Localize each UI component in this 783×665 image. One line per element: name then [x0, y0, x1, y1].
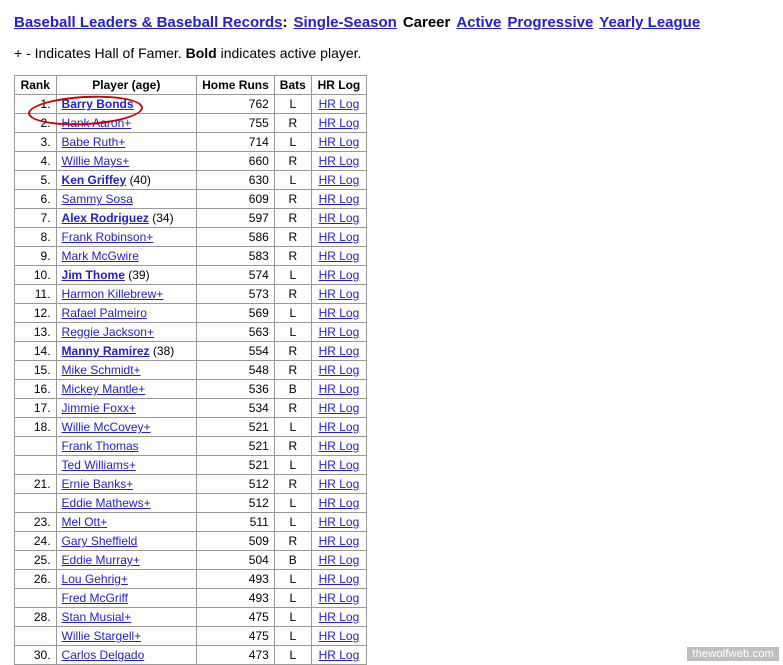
player-link[interactable]: Frank Robinson+ — [61, 230, 154, 244]
player-age: (40) — [129, 173, 151, 187]
cell-hr-log — [311, 589, 366, 608]
player-link[interactable]: Mickey Mantle+ — [61, 382, 146, 396]
hr-log-link[interactable]: HR Log — [318, 363, 360, 377]
player-link[interactable]: Barry Bonds — [61, 97, 134, 111]
cell-hr-log — [311, 418, 366, 437]
table-row — [15, 646, 367, 665]
cell-bats: L — [274, 608, 311, 627]
cell-hr-log — [311, 95, 366, 114]
hr-log-link[interactable]: HR Log — [318, 154, 360, 168]
cell-hr-log — [311, 627, 366, 646]
player-link[interactable]: Harmon Killebrew+ — [61, 287, 164, 301]
player-link[interactable]: Jim Thome — [61, 268, 125, 282]
cell-rank: 3. — [15, 133, 57, 152]
player-link[interactable]: Rafael Palmeiro — [61, 306, 147, 320]
hr-log-link[interactable]: HR Log — [318, 211, 360, 225]
hr-log-link[interactable]: HR Log — [318, 382, 360, 396]
player-link[interactable]: Mike Schmidt+ — [61, 363, 141, 377]
table-row — [15, 513, 367, 532]
hr-log-link[interactable]: HR Log — [318, 173, 360, 187]
cell-rank: 5. — [15, 171, 57, 190]
hr-log-link[interactable]: HR Log — [318, 401, 360, 415]
player-link[interactable]: Gary Sheffield — [61, 534, 138, 548]
cell-home-runs: 493 — [197, 589, 275, 608]
table-row — [15, 342, 367, 361]
player-link[interactable]: Jimmie Foxx+ — [61, 401, 136, 415]
cell-bats: L — [274, 171, 311, 190]
cell-hr-log — [311, 190, 366, 209]
nav-item-career: Career — [402, 14, 451, 31]
cell-player — [56, 418, 197, 437]
cell-rank: 6. — [15, 190, 57, 209]
page-title-link[interactable]: Baseball Leaders & Baseball Records — [14, 14, 283, 31]
player-link[interactable]: Hank Aaron+ — [61, 116, 132, 130]
cell-home-runs: 509 — [197, 532, 275, 551]
hr-log-link[interactable]: HR Log — [318, 325, 360, 339]
hr-log-link[interactable]: HR Log — [318, 344, 360, 358]
cell-rank: 15. — [15, 361, 57, 380]
cell-home-runs: 504 — [197, 551, 275, 570]
cell-hr-log — [311, 304, 366, 323]
cell-rank: 11. — [15, 285, 57, 304]
cell-player — [56, 456, 197, 475]
table-row — [15, 190, 367, 209]
cell-player — [56, 266, 197, 285]
cell-player — [56, 228, 197, 247]
table-row — [15, 627, 367, 646]
cell-home-runs: 583 — [197, 247, 275, 266]
table-row — [15, 456, 367, 475]
cell-rank: 1. — [15, 95, 57, 114]
cell-hr-log — [311, 323, 366, 342]
player-age: (34) — [152, 211, 174, 225]
cell-home-runs: 475 — [197, 608, 275, 627]
cell-rank: 23. — [15, 513, 57, 532]
hr-log-link[interactable]: HR Log — [318, 420, 360, 434]
cell-player — [56, 209, 197, 228]
player-link[interactable]: Mel Ott+ — [61, 515, 108, 529]
table-row — [15, 551, 367, 570]
cell-hr-log — [311, 228, 366, 247]
column-header-bats: Bats — [274, 76, 311, 95]
cell-rank: 25. — [15, 551, 57, 570]
cell-bats: R — [274, 285, 311, 304]
cell-player — [56, 532, 197, 551]
cell-player — [56, 342, 197, 361]
career-home-runs-table — [14, 75, 367, 665]
cell-bats: B — [274, 551, 311, 570]
hr-log-link[interactable]: HR Log — [318, 306, 360, 320]
table-row — [15, 589, 367, 608]
cell-player — [56, 437, 197, 456]
cell-bats: L — [274, 627, 311, 646]
cell-hr-log — [311, 399, 366, 418]
cell-home-runs: 597 — [197, 209, 275, 228]
hr-log-link[interactable]: HR Log — [318, 515, 360, 529]
hr-log-link[interactable]: HR Log — [318, 629, 360, 643]
cell-home-runs: 609 — [197, 190, 275, 209]
cell-player — [56, 627, 197, 646]
nav-item-active[interactable]: Active — [456, 14, 502, 31]
cell-hr-log — [311, 342, 366, 361]
leaders-table-wrap — [14, 75, 367, 665]
table-row — [15, 437, 367, 456]
table-row — [15, 266, 367, 285]
cell-hr-log — [311, 266, 366, 285]
cell-rank: 9. — [15, 247, 57, 266]
cell-home-runs: 714 — [197, 133, 275, 152]
cell-home-runs: 563 — [197, 323, 275, 342]
player-link[interactable]: Willie Mays+ — [61, 154, 130, 168]
table-row — [15, 247, 367, 266]
cell-bats: L — [274, 323, 311, 342]
hr-log-link[interactable]: HR Log — [318, 553, 360, 567]
player-link[interactable]: Ernie Banks+ — [61, 477, 134, 491]
hr-log-link[interactable]: HR Log — [318, 287, 360, 301]
player-link[interactable]: Eddie Murray+ — [61, 553, 140, 567]
table-row — [15, 114, 367, 133]
hr-log-link[interactable]: HR Log — [318, 458, 360, 472]
player-age: (39) — [128, 268, 150, 282]
cell-rank: 24. — [15, 532, 57, 551]
table-row — [15, 418, 367, 437]
cell-player — [56, 285, 197, 304]
player-link[interactable]: Stan Musial+ — [61, 610, 132, 624]
cell-hr-log — [311, 570, 366, 589]
cell-home-runs: 536 — [197, 380, 275, 399]
cell-player — [56, 570, 197, 589]
cell-player — [56, 114, 197, 133]
cell-player — [56, 608, 197, 627]
cell-hr-log — [311, 285, 366, 304]
cell-home-runs: 573 — [197, 285, 275, 304]
cell-home-runs: 755 — [197, 114, 275, 133]
hr-log-link[interactable]: HR Log — [318, 648, 360, 662]
cell-hr-log — [311, 380, 366, 399]
cell-player — [56, 95, 197, 114]
cell-hr-log — [311, 171, 366, 190]
cell-bats: R — [274, 209, 311, 228]
cell-player — [56, 646, 197, 665]
cell-home-runs: 630 — [197, 171, 275, 190]
hr-log-link[interactable]: HR Log — [318, 591, 360, 605]
legend-prefix: + - Indicates Hall of Famer. — [14, 45, 186, 61]
cell-hr-log — [311, 513, 366, 532]
cell-rank: 18. — [15, 418, 57, 437]
cell-bats: L — [274, 570, 311, 589]
cell-home-runs: 473 — [197, 646, 275, 665]
cell-bats: L — [274, 266, 311, 285]
cell-hr-log — [311, 456, 366, 475]
cell-home-runs: 521 — [197, 418, 275, 437]
cell-bats: L — [274, 646, 311, 665]
cell-rank: 8. — [15, 228, 57, 247]
player-link[interactable]: Willie McCovey+ — [61, 420, 151, 434]
table-row — [15, 608, 367, 627]
cell-player — [56, 399, 197, 418]
cell-rank: 13. — [15, 323, 57, 342]
cell-rank: 21. — [15, 475, 57, 494]
cell-player — [56, 323, 197, 342]
cell-bats: R — [274, 361, 311, 380]
cell-player — [56, 304, 197, 323]
cell-player — [56, 380, 197, 399]
legend-note — [14, 45, 783, 61]
cell-bats: R — [274, 475, 311, 494]
cell-rank — [15, 456, 57, 475]
cell-home-runs: 660 — [197, 152, 275, 171]
cell-hr-log — [311, 608, 366, 627]
cell-rank — [15, 494, 57, 513]
cell-player — [56, 589, 197, 608]
player-link[interactable]: Sammy Sosa — [61, 192, 133, 206]
cell-player — [56, 551, 197, 570]
legend-bold-word: Bold — [185, 45, 217, 61]
table-row — [15, 304, 367, 323]
table-row — [15, 133, 367, 152]
table-row — [15, 399, 367, 418]
cell-home-runs: 521 — [197, 437, 275, 456]
cell-rank: 30. — [15, 646, 57, 665]
table-row — [15, 475, 367, 494]
cell-bats: R — [274, 532, 311, 551]
nav-item-single-season[interactable]: Single-Season — [293, 14, 397, 31]
cell-home-runs: 475 — [197, 627, 275, 646]
player-link[interactable]: Ted Williams+ — [61, 458, 136, 472]
cell-rank: 17. — [15, 399, 57, 418]
cell-home-runs: 762 — [197, 95, 275, 114]
cell-player — [56, 152, 197, 171]
cell-rank: 10. — [15, 266, 57, 285]
table-row — [15, 285, 367, 304]
cell-bats: R — [274, 152, 311, 171]
table-row — [15, 209, 367, 228]
cell-bats: R — [274, 342, 311, 361]
table-row — [15, 95, 367, 114]
player-link[interactable]: Babe Ruth+ — [61, 135, 126, 149]
cell-bats: L — [274, 494, 311, 513]
player-link[interactable]: Manny Ramirez — [61, 344, 150, 358]
nav-item-progressive[interactable]: Progressive — [507, 14, 594, 31]
cell-bats: R — [274, 228, 311, 247]
cell-bats: L — [274, 589, 311, 608]
cell-player — [56, 133, 197, 152]
cell-home-runs: 512 — [197, 475, 275, 494]
column-header-home-runs: Home Runs — [197, 76, 275, 95]
cell-rank: 16. — [15, 380, 57, 399]
player-link[interactable]: Fred McGriff — [61, 591, 128, 605]
table-row — [15, 380, 367, 399]
cell-bats: R — [274, 247, 311, 266]
header-nav — [293, 14, 700, 31]
hr-log-link[interactable]: HR Log — [318, 610, 360, 624]
cell-home-runs: 534 — [197, 399, 275, 418]
cell-player — [56, 361, 197, 380]
cell-player — [56, 247, 197, 266]
cell-rank: 2. — [15, 114, 57, 133]
player-age: (38) — [152, 344, 175, 358]
table-row — [15, 323, 367, 342]
cell-bats: L — [274, 304, 311, 323]
player-link[interactable]: Mark McGwire — [61, 249, 139, 263]
hr-log-link[interactable]: HR Log — [318, 135, 360, 149]
cell-hr-log — [311, 247, 366, 266]
cell-bats: L — [274, 133, 311, 152]
cell-bats: B — [274, 380, 311, 399]
cell-home-runs: 511 — [197, 513, 275, 532]
cell-hr-log — [311, 437, 366, 456]
cell-rank: 28. — [15, 608, 57, 627]
cell-hr-log — [311, 494, 366, 513]
nav-item-yearly-league[interactable]: Yearly League — [599, 14, 701, 31]
cell-hr-log — [311, 646, 366, 665]
table-row — [15, 532, 367, 551]
cell-home-runs: 569 — [197, 304, 275, 323]
watermark: thewolfweb.com — [687, 647, 779, 661]
player-link[interactable]: Willie Stargell+ — [61, 629, 142, 643]
player-link[interactable]: Ken Griffey — [61, 173, 127, 187]
legend-suffix: indicates active player. — [216, 45, 362, 61]
hr-log-link[interactable]: HR Log — [318, 268, 360, 282]
cell-rank: 4. — [15, 152, 57, 171]
hr-log-link[interactable]: HR Log — [318, 477, 360, 491]
column-header-player: Player (age) — [56, 76, 197, 95]
player-link[interactable]: Alex Rodriguez — [61, 211, 149, 225]
hr-log-link[interactable]: HR Log — [318, 230, 360, 244]
cell-hr-log — [311, 209, 366, 228]
cell-home-runs: 574 — [197, 266, 275, 285]
table-row — [15, 361, 367, 380]
cell-rank — [15, 627, 57, 646]
cell-hr-log — [311, 475, 366, 494]
header-colon: : — [282, 14, 288, 31]
page-header — [14, 14, 783, 31]
player-link[interactable]: Eddie Mathews+ — [61, 496, 151, 510]
cell-rank: 12. — [15, 304, 57, 323]
cell-rank — [15, 589, 57, 608]
hr-log-link[interactable]: HR Log — [318, 249, 360, 263]
cell-bats: R — [274, 437, 311, 456]
cell-player — [56, 513, 197, 532]
cell-bats: R — [274, 190, 311, 209]
cell-home-runs: 493 — [197, 570, 275, 589]
hr-log-link[interactable]: HR Log — [318, 192, 360, 206]
table-row — [15, 228, 367, 247]
table-row — [15, 494, 367, 513]
cell-bats: L — [274, 418, 311, 437]
hr-log-link[interactable]: HR Log — [318, 97, 360, 111]
cell-bats: L — [274, 456, 311, 475]
cell-bats: R — [274, 399, 311, 418]
player-link[interactable]: Frank Thomas — [61, 439, 139, 453]
player-link[interactable]: Carlos Delgado — [61, 648, 145, 662]
table-header-row — [15, 76, 367, 95]
cell-bats: L — [274, 513, 311, 532]
cell-home-runs: 554 — [197, 342, 275, 361]
column-header-hr-log: HR Log — [311, 76, 366, 95]
cell-player — [56, 171, 197, 190]
cell-player — [56, 475, 197, 494]
table-row — [15, 171, 367, 190]
cell-home-runs: 512 — [197, 494, 275, 513]
cell-bats: R — [274, 114, 311, 133]
cell-bats: L — [274, 95, 311, 114]
hr-log-link[interactable]: HR Log — [318, 439, 360, 453]
column-header-rank: Rank — [15, 76, 57, 95]
cell-hr-log — [311, 152, 366, 171]
hr-log-link[interactable]: HR Log — [318, 116, 360, 130]
cell-rank — [15, 437, 57, 456]
table-row — [15, 570, 367, 589]
cell-player — [56, 494, 197, 513]
hr-log-link[interactable]: HR Log — [318, 534, 360, 548]
cell-hr-log — [311, 133, 366, 152]
cell-hr-log — [311, 551, 366, 570]
cell-hr-log — [311, 532, 366, 551]
hr-log-link[interactable]: HR Log — [318, 496, 360, 510]
cell-home-runs: 548 — [197, 361, 275, 380]
hr-log-link[interactable]: HR Log — [318, 572, 360, 586]
cell-hr-log — [311, 361, 366, 380]
cell-rank: 26. — [15, 570, 57, 589]
player-link[interactable]: Reggie Jackson+ — [61, 325, 154, 339]
cell-player — [56, 190, 197, 209]
table-row — [15, 152, 367, 171]
player-link[interactable]: Lou Gehrig+ — [61, 572, 128, 586]
cell-home-runs: 586 — [197, 228, 275, 247]
cell-rank: 14. — [15, 342, 57, 361]
cell-home-runs: 521 — [197, 456, 275, 475]
cell-hr-log — [311, 114, 366, 133]
cell-rank: 7. — [15, 209, 57, 228]
